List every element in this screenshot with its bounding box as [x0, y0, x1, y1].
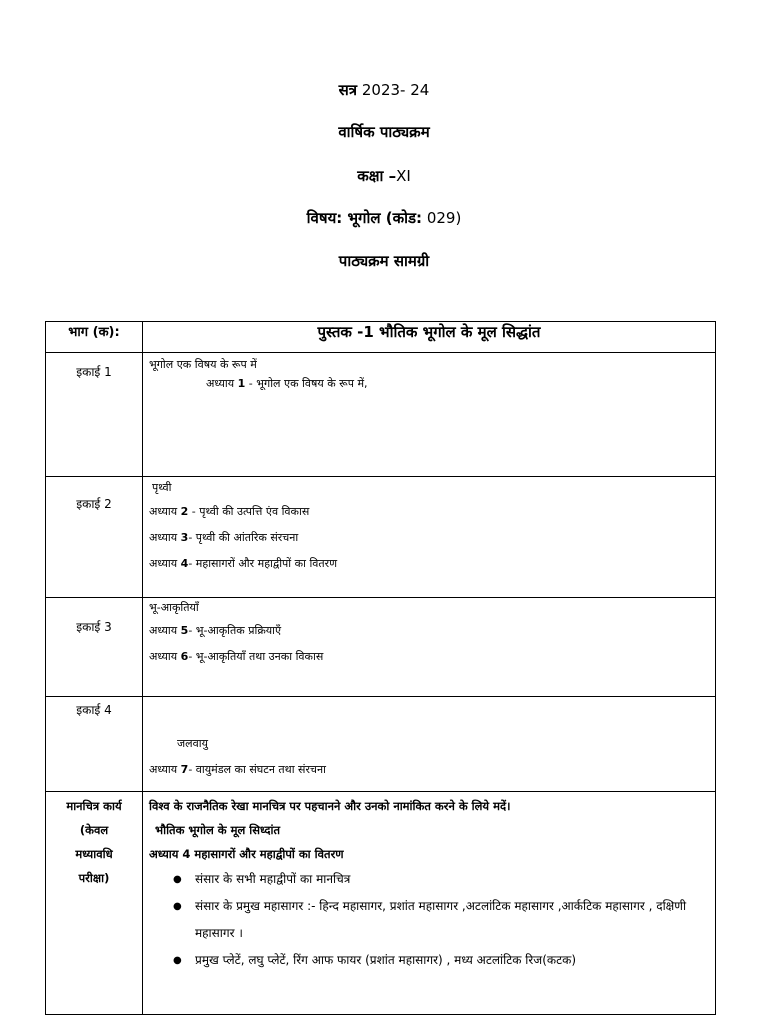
table-header-row: [46, 322, 716, 353]
map-work-bullets: [143, 866, 715, 974]
map-work-chapter: अध्याय 4 महासागरों और महाद्वीपों का वितरण: [149, 847, 344, 861]
list-item: ● संसार के प्रमुख महासागर :- हिन्द महासागर, प्रशांत महासागर ,अटलांटिक महासागर ,आर्कटिक महासागर , दक्षिणी महासागर ।: [195, 893, 715, 947]
class-heading: [0, 166, 768, 186]
map-work-label: मानचित्र कार्य (केवल मध्यावधि परीक्षा): [46, 792, 143, 1015]
subject-code: 029): [426, 209, 462, 227]
unit-label-1: इकाई 1: [46, 353, 143, 477]
unit-content-4: [143, 697, 716, 792]
chapter-line: अध्याय 7- वायुमंडल का संघटन तथा संरचना: [149, 763, 326, 776]
map-work-book: भौतिक भूगोल के मूल सिध्दांत: [155, 823, 280, 837]
part-label: भाग (क):: [46, 322, 143, 353]
unit-topic-3: भू-आकृतियाँ: [149, 601, 199, 614]
list-item: ● प्रमुख प्लेटें, लघु प्लेटें, रिंग आफ फायर (प्रशांत महासागर) , मध्य अटलांटिक रिज(कटक): [195, 947, 715, 974]
subject-label: विषय: भूगोल (कोड:: [306, 209, 423, 227]
chapter-line: अध्याय 1 - भूगोल एक विषय के रूप में,: [206, 377, 368, 390]
chapter-line: अध्याय 6- भू-आकृतियाँ तथा उनका विकास: [149, 650, 324, 663]
chapter-line: अध्याय 2 - पृथ्वी की उत्पत्ति एंव विकास: [149, 505, 310, 518]
unit-topic-1: भूगोल एक विषय के रूप में: [149, 358, 257, 371]
class-value: XI: [396, 167, 411, 185]
map-work-row: [46, 792, 716, 1015]
subject-heading: [0, 208, 768, 228]
unit-content-2: [143, 477, 716, 598]
content-title: पाठ्यक्रम सामग्री: [338, 252, 430, 270]
syllabus-table: [45, 321, 716, 1015]
unit-row-1: [46, 353, 716, 477]
class-label: कक्षा –: [357, 167, 397, 185]
unit-row-2: [46, 477, 716, 598]
chapter-line: अध्याय 4- महासागरों और महाद्वीपों का वितरण: [149, 557, 338, 570]
unit-topic-2: पृथ्वी: [152, 481, 172, 494]
unit-label-2: इकाई 2: [46, 477, 143, 598]
chapter-line: अध्याय 5- भू-आकृतिक प्रक्रियाएँ: [149, 624, 282, 637]
unit-topic-4: जलवायु: [177, 737, 208, 750]
content-title-heading: [0, 251, 768, 271]
unit-label-4: इकाई 4: [46, 697, 143, 792]
annual-syllabus-heading: [0, 122, 768, 142]
unit-label-3: इकाई 3: [46, 598, 143, 697]
map-work-content: [143, 792, 716, 1015]
list-item: ● संसार के सभी महाद्वीपों का मानचित्र: [195, 866, 715, 893]
unit-row-4: [46, 697, 716, 792]
book-title: पुस्तक -1 भौतिक भूगोल के मूल सिद्धांत: [143, 322, 716, 353]
session-year: 2023- 24: [361, 81, 430, 99]
unit-content-1: [143, 353, 716, 477]
annual-syllabus-text: वार्षिक पाठ्यक्रम: [338, 123, 430, 141]
session-label: सत्र: [338, 81, 358, 99]
map-work-intro: विश्व के राजनैतिक रेखा मानचित्र पर पहचानने और उनको नामांकित करने के लिये मदें।: [149, 799, 511, 813]
session-heading: [0, 80, 768, 100]
unit-row-3: [46, 598, 716, 697]
unit-content-3: [143, 598, 716, 697]
chapter-line: अध्याय 3- पृथ्वी की आंतरिक संरचना: [149, 531, 299, 544]
